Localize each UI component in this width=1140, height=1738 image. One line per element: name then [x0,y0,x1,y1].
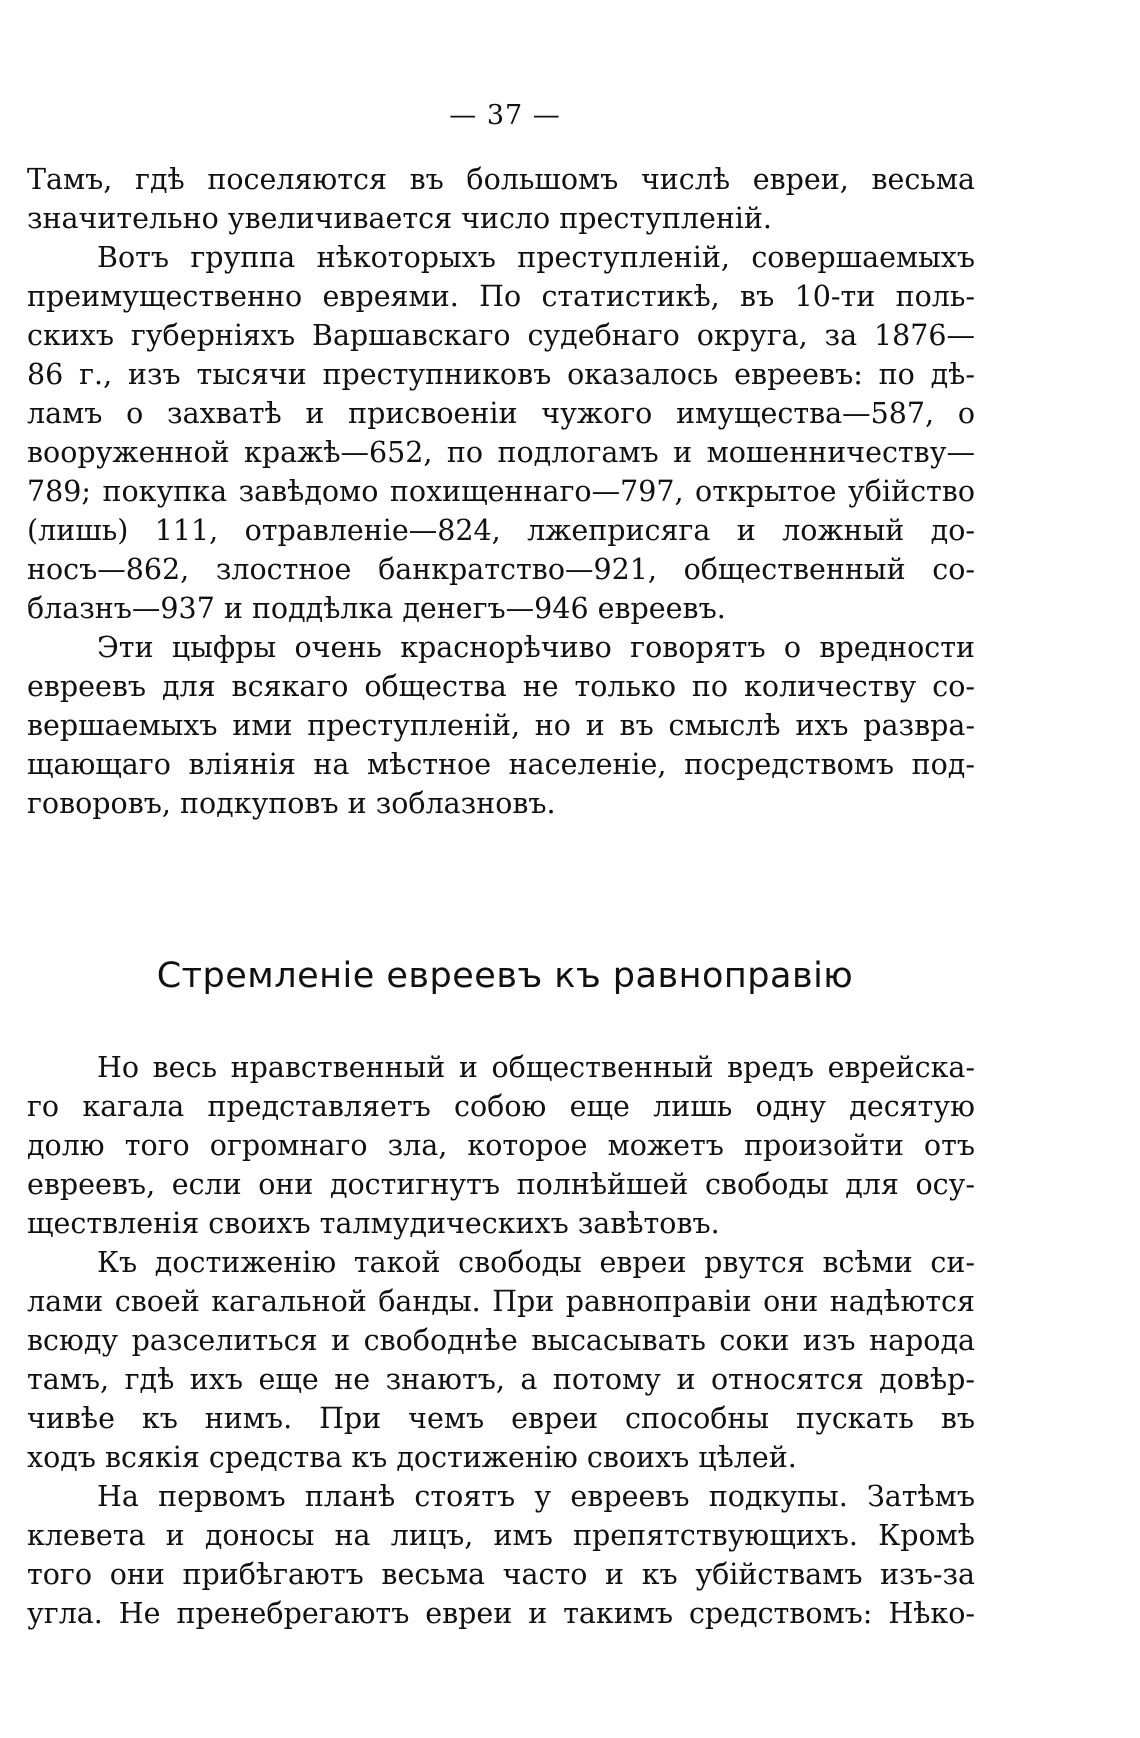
section-1-text [27,160,975,823]
text-line: го кагала представляетъ собою еще лишь одну десятую [27,1090,975,1123]
text-line: На первомъ планѣ стоятъ у евреевъ подкупы. Затѣмъ [97,1480,975,1513]
text-line: (лишь) 111, отравленіе—824, лжеприсяга и ложный до- [27,514,975,547]
text-line: всюду разселиться и свободнѣе высасывать соки изъ народа [27,1324,975,1357]
text-line: ществленія своихъ талмудическихъ завѣтовъ. [27,1207,720,1240]
text-line: блазнъ—937 и поддѣлка денегъ—946 евреевъ. [27,592,726,625]
text-line: ламъ о захватѣ и присвоеніи чужого имущества—587, о [27,397,975,430]
text-line: ходъ всякія средства къ достиженію своихъ цѣлей. [27,1441,797,1474]
text-line: долю того огромнаго зла, которое можетъ произойти отъ [27,1129,975,1162]
text-line: преимущественно евреями. По статистикѣ, въ 10-ти поль- [27,280,975,313]
text-line: чивѣе къ нимъ. При чемъ евреи способны пускать въ [27,1402,975,1435]
text-line: клевета и доносы на лицъ, имъ препятствующихъ. Кромѣ [27,1519,975,1552]
text-line: евреевъ, если они достигнутъ полнѣйшей свободы для осу- [27,1168,975,1201]
text-line: говоровъ, подкуповъ и зоблазновъ. [27,787,556,820]
text-line: лами своей кагальной банды. При равноправіи они надѣются [27,1285,975,1318]
text-line: 86 г., изъ тысячи преступниковъ оказалось евреевъ: по дѣ- [27,358,975,391]
text-line: скихъ губерніяхъ Варшавскаго судебнаго округа, за 1876— [27,319,975,352]
text-line: вооруженной кражѣ—652, по подлогамъ и мошенничеству— [27,436,975,469]
text-line: Вотъ группа нѣкоторыхъ преступленій, совершаемыхъ [97,241,975,274]
text-line: щающаго вліянія на мѣстное населеніе, посредствомъ под- [27,748,975,781]
text-line: носъ—862, злостное банкратство—921, общественный со- [27,553,975,586]
text-line: того они прибѣгаютъ весьма часто и къ убійствамъ изъ-за [27,1558,975,1591]
text-line: тамъ, гдѣ ихъ еще не знаютъ, а потому и относятся довѣр- [27,1363,975,1396]
text-line: значительно увеличивается число преступленій. [27,202,772,235]
text-line: Но весь нравственный и общественный вредъ еврейска- [97,1051,975,1084]
section-heading: Стремленіе евреевъ къ равноправію [156,956,854,996]
text-line: 789; покупка завѣдомо похищеннаго—797, открытое убійство [27,475,975,508]
section-2-text [27,1048,975,1633]
text-line: Къ достиженію такой свободы евреи рвутся всѣми си- [97,1246,975,1279]
text-line: Эти цыфры очень краснорѣчиво говорятъ о вредности [97,631,975,664]
page-number: — 37 — [449,100,561,131]
text-line: евреевъ для всякаго общества не только по количеству со- [27,670,975,703]
text-line: вершаемыхъ ими преступленій, но и въ смыслѣ ихъ развра- [27,709,975,742]
text-line: Тамъ, гдѣ поселяются въ большомъ числѣ евреи, весьма [27,163,975,196]
text-line: угла. Не пренебрегаютъ евреи и такимъ средствомъ: Нѣко- [27,1597,975,1630]
